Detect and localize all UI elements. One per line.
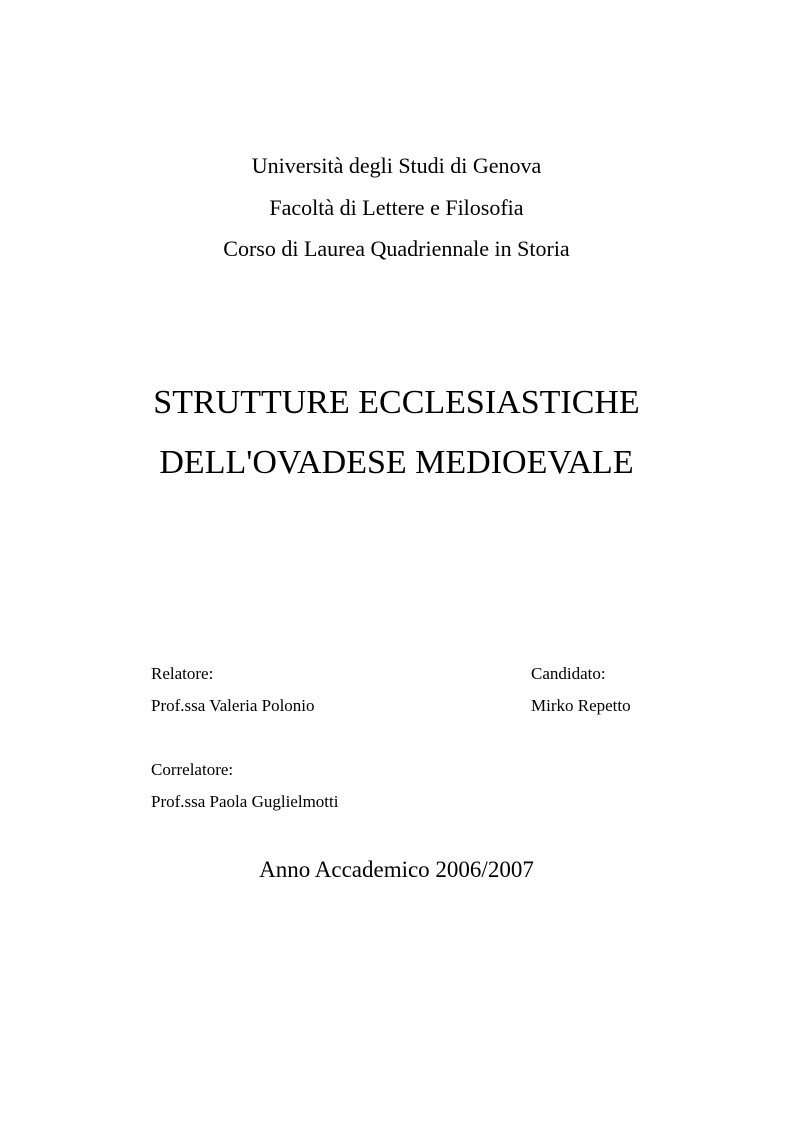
correlatore-name: Prof.ssa Paola Guglielmotti bbox=[151, 792, 339, 811]
thesis-title-line-2: DELL'OVADESE MEDIOEVALE bbox=[159, 444, 634, 481]
candidato-label: Candidato: bbox=[531, 664, 606, 683]
course-name: Corso di Laurea Quadriennale in Storia bbox=[223, 236, 570, 261]
candidato-name: Mirko Repetto bbox=[531, 696, 631, 715]
university-name: Università degli Studi di Genova bbox=[251, 153, 542, 178]
correlatore-label: Correlatore: bbox=[151, 760, 234, 779]
faculty-name: Facoltà di Lettere e Filosofia bbox=[269, 195, 524, 220]
thesis-title-line-1: STRUTTURE ECCLESIASTICHE bbox=[153, 384, 640, 421]
relatore-label: Relatore: bbox=[151, 664, 214, 683]
relatore-name: Prof.ssa Valeria Polonio bbox=[151, 696, 315, 715]
academic-year: Anno Accademico 2006/2007 bbox=[259, 857, 534, 882]
